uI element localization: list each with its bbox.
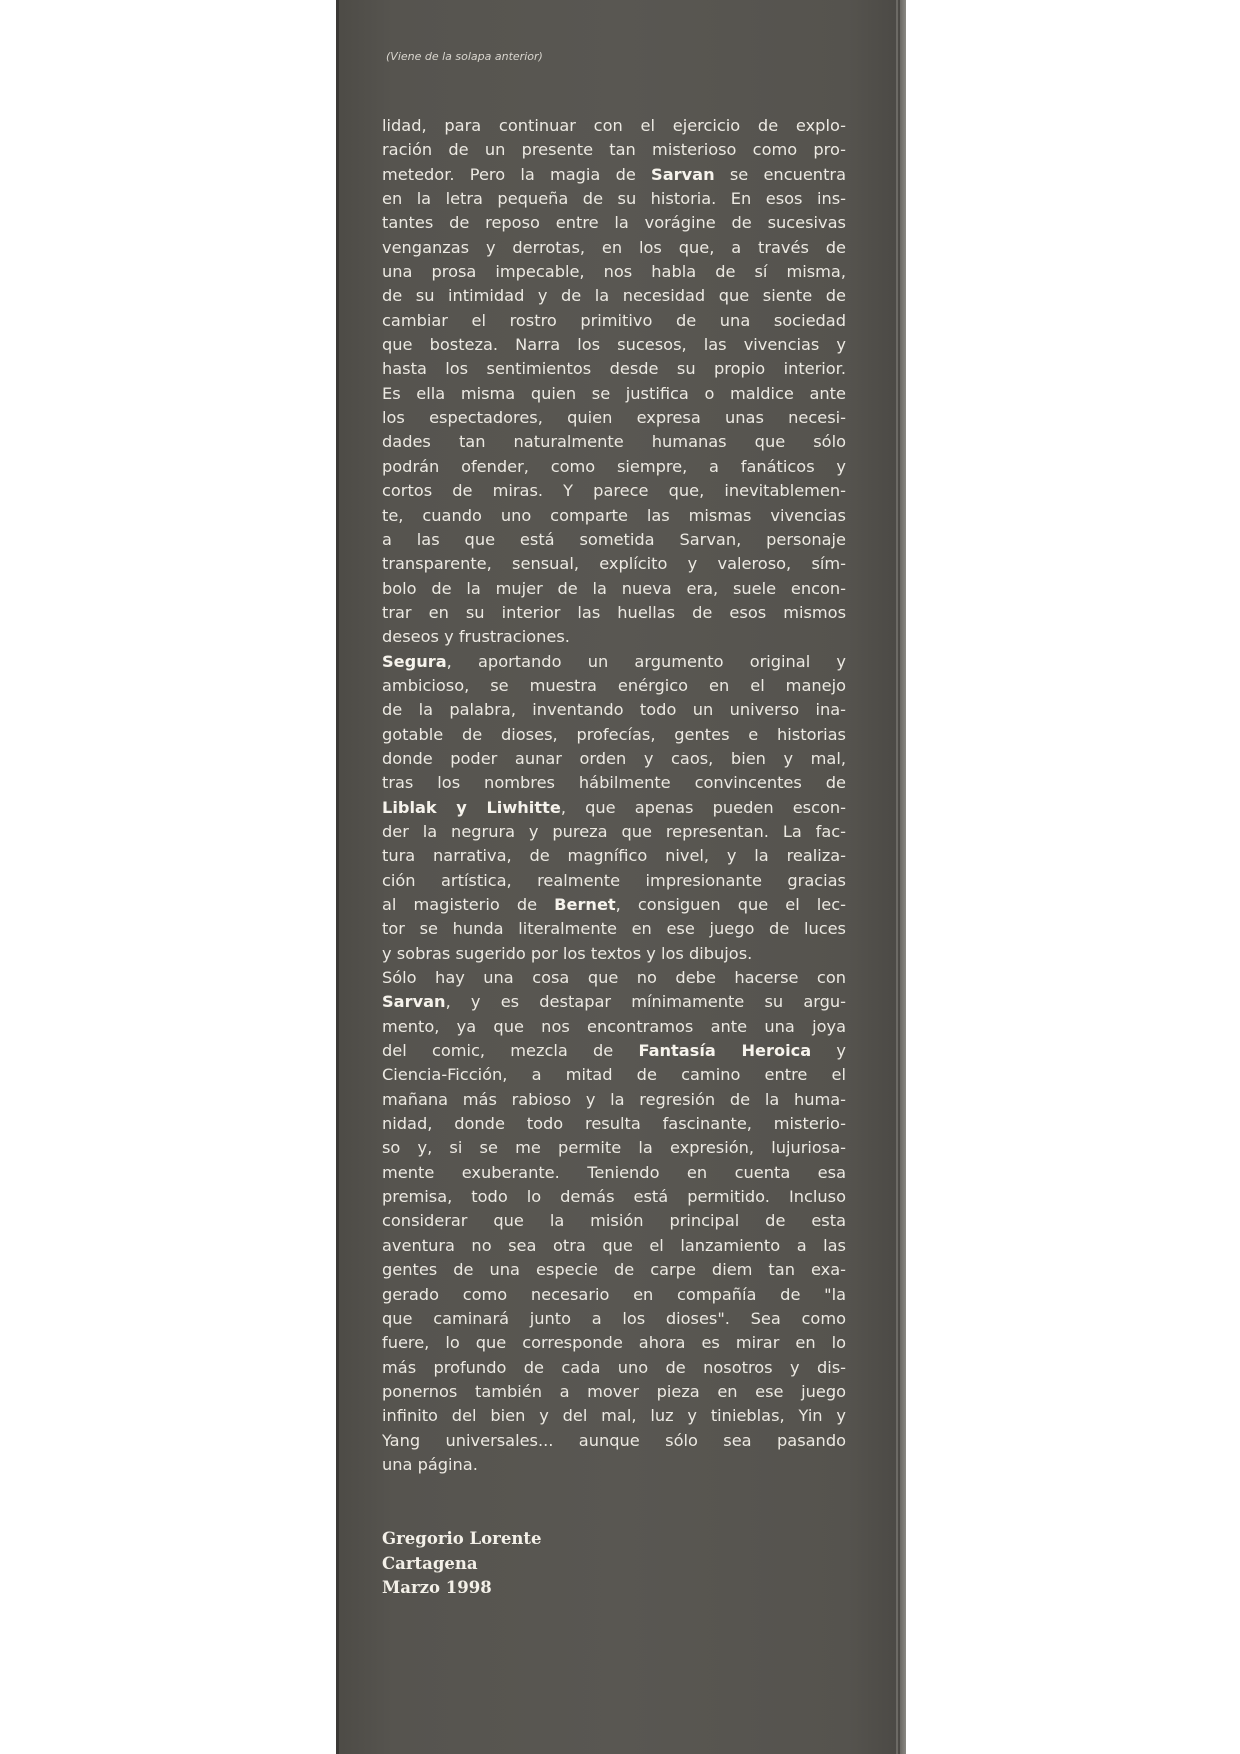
text-line: considerar que la misión principal de esta [382, 1211, 846, 1231]
text-line: ambicioso, se muestra enérgico en el manejo [382, 675, 846, 695]
text-line: der la negrura y pureza que representan. La fac- [382, 821, 846, 841]
text-line: gotable de dioses, profecías, gentes e historias [382, 724, 846, 744]
text-line: tor se hunda literalmente en ese juego de luces [382, 919, 846, 939]
text-line: Es ella misma quien se justifica o maldice ante [382, 383, 846, 403]
text-line: transparente, sensual, explícito y valeroso, sím- [382, 554, 846, 574]
text-line: una página. [382, 1454, 478, 1474]
text-line: que caminará junto a los dioses". Sea como [382, 1308, 846, 1328]
text-line: y sobras sugerido por los textos y los dibujos. [382, 943, 753, 963]
text-line: nidad, donde todo resulta fascinante, misterio- [382, 1114, 846, 1134]
text-line: mañana más rabioso y la regresión de la huma- [382, 1089, 846, 1109]
text-line: Sarvan, y es destapar mínimamente su argu- [382, 992, 846, 1012]
text-line: a las que está sometida Sarvan, personaje [382, 529, 846, 549]
signature-city: Cartagena [382, 1553, 478, 1573]
text-line: del comic, mezcla de Fantasía Heroica y [382, 1041, 846, 1061]
text-line: dades tan naturalmente humanas que sólo [382, 432, 846, 452]
text-line: más profundo de cada uno de nosotros y dis- [382, 1357, 846, 1377]
text-line: ración de un presente tan misterioso como pro- [382, 140, 846, 160]
text-line: lidad, para continuar con el ejercicio de explo- [382, 116, 846, 135]
text-line: bolo de la mujer de la nueva era, suele encon- [382, 578, 846, 598]
text-line: Yang universales... aunque sólo sea pasando [382, 1430, 846, 1450]
text-line: mente exuberante. Teniendo en cuenta esa [382, 1162, 846, 1182]
flap-left-edge [336, 0, 339, 1754]
text-line: tura narrativa, de magnífico nivel, y la realiza- [382, 846, 846, 866]
text-line: trar en su interior las huellas de esos mismos [382, 602, 846, 622]
signature-block [382, 1527, 541, 1601]
text-line: venganzas y derrotas, en los que, a través de [382, 237, 846, 257]
review-text [382, 114, 846, 1477]
text-line: al magisterio de Bernet, consiguen que el lec- [382, 895, 846, 914]
text-line: aventura no sea otra que el lanzamiento a las [382, 1235, 846, 1255]
text-line: premisa, todo lo demás está permitido. Incluso [382, 1187, 846, 1207]
signature-date: Marzo 1998 [382, 1578, 492, 1597]
text-line: los espectadores, quien expresa unas necesi- [382, 408, 846, 428]
flap-fold-line [896, 0, 898, 1754]
text-line: infinito del bien y del mal, luz y tinieblas, Yin y [382, 1406, 846, 1426]
text-line: Sólo hay una cosa que no debe hacerse con [382, 968, 846, 988]
text-line: podrán ofender, como siempre, a fanáticos y [382, 456, 846, 476]
continuation-note: (Viene de la solapa anterior) [386, 50, 543, 63]
text-line: de su intimidad y de la necesidad que siente de [382, 286, 846, 306]
text-line: metedor. Pero la magia de Sarvan se encuentra [382, 164, 846, 184]
author-name: Gregorio Lorente [382, 1529, 542, 1548]
text-line: ción artística, realmente impresionante gracias [382, 870, 846, 890]
text-line: cortos de miras. Y parece que, inevitablemen- [382, 481, 846, 501]
text-line: donde poder aunar orden y caos, bien y mal, [382, 748, 846, 768]
book-flap [336, 0, 906, 1754]
text-line: hasta los sentimientos desde su propio interior. [382, 359, 846, 379]
text-line: Segura, aportando un argumento original y [382, 651, 846, 671]
text-line: tantes de reposo entre la vorágine de sucesivas [382, 213, 846, 233]
text-line: Ciencia-Ficción, a mitad de camino entre el [382, 1065, 846, 1085]
text-line: so y, si se me permite la expresión, lujuriosa- [382, 1138, 846, 1158]
text-line: mento, ya que nos encontramos ante una joya [382, 1016, 846, 1036]
text-line: te, cuando uno comparte las mismas vivencias [382, 505, 846, 525]
text-line: en la letra pequeña de su historia. En esos ins- [382, 189, 846, 209]
text-line: Liblak y Liwhitte, que apenas pueden escon- [382, 797, 846, 817]
flap-right-edge [900, 0, 906, 1754]
text-line: gerado como necesario en compañía de "la [382, 1284, 846, 1304]
text-line: que bosteza. Narra los sucesos, las vivencias y [382, 335, 846, 355]
text-line: cambiar el rostro primitivo de una sociedad [382, 310, 846, 330]
text-line: una prosa impecable, nos habla de sí misma, [382, 262, 846, 282]
text-line: de la palabra, inventando todo un universo ina- [382, 700, 846, 720]
text-line: fuere, lo que corresponde ahora es mirar en lo [382, 1333, 846, 1353]
text-line: tras los nombres hábilmente convincentes de [382, 773, 846, 793]
text-line: gentes de una especie de carpe diem tan exa- [382, 1260, 846, 1280]
text-line: deseos y frustraciones. [382, 627, 570, 647]
text-line: ponernos también a mover pieza en ese juego [382, 1381, 846, 1401]
